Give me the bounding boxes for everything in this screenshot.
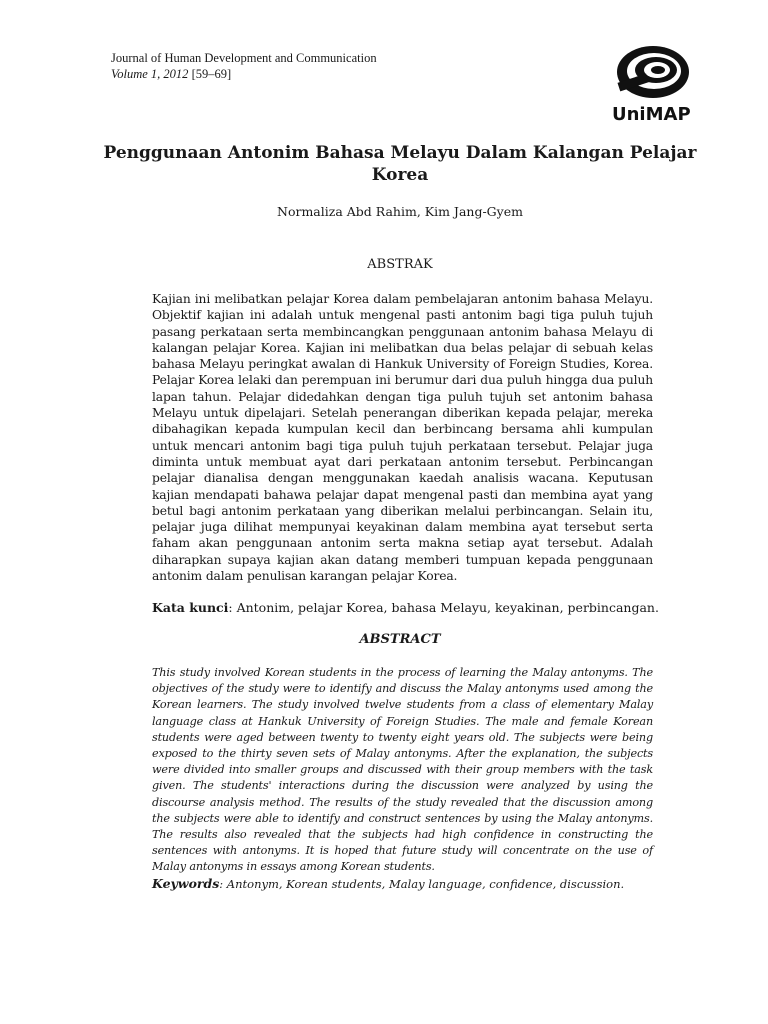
journal-name: Journal of Human Development and Communication	[111, 51, 377, 65]
keywords	[152, 876, 672, 891]
abstrak-heading: ABSTRAK	[367, 257, 433, 272]
kata-kunci-label: Kata kunci	[152, 600, 229, 615]
kata-kunci	[152, 600, 672, 615]
kata-kunci-list: : Antonim, pelajar Korea, bahasa Melayu, keyakinan, perbincangan.	[228, 600, 659, 615]
keywords-list: : Antonym, Korean students, Malay language, confidence, discussion.	[219, 877, 625, 891]
abstract-text: This study involved Korean students in the process of learning the Malay antonyms. The objectives of the study were to identify and discuss the Malay antonyms used among the Korean learners. The study involved twelve students from a class of elementary Malay language class at Hankuk University of Foreign Studies. The male and female Korean students were aged between twenty to twenty eight years old. The subjects were being exposed to the thirty seven sets of Malay antonyms. After the explanation, the subjects were divided into smaller groups and discussed with their group members with the task given. The students' interactions during the discussion were analyzed by using the discourse analysis method. The results of the study revealed that the discussion among the subjects were able to identify and construct sentences by using the Malay antonyms. The results also revealed that the subjects had high confidence in constructing the sentences with antonyms. It is hoped that future study will concentrate on the use of Malay antonyms in essays among Korean students.	[152, 666, 653, 874]
page-range: [59–69]	[191, 67, 232, 81]
abstract-heading: ABSTRACT	[359, 632, 441, 647]
journal-header	[111, 50, 377, 82]
keywords-label: Keywords	[152, 876, 220, 891]
logo-text: UniMAP	[612, 104, 691, 125]
abstrak-text: Kajian ini melibatkan pelajar Korea dalam pembelajaran antonim bahasa Melayu. Objektif kajian ini adalah untuk mengenal pasti antonim bagi tiga puluh tujuh pasang perkataan serta membincangkan penggunaan antonim bahasa Melayu di kalangan pelajar Korea. Kajian ini melibatkan dua belas pelajar di sebuah kelas bahasa Melayu peringkat awalan di Hankuk University of Foreign Studies, Korea. Pelajar Korea lelaki dan perempuan ini berumur dari dua puluh hingga dua puluh lapan tahun. Pelajar didedahkan dengan tiga puluh tujuh set antonim bahasa Melayu untuk dipelajari. Setelah penerangan diberikan kepada pelajar, mereka dibahagikan kepada kumpulan kecil dan berbincang bersama ahli kumpulan untuk mencari antonim bagi tiga puluh tujuh perkataan tersebut. Pelajar juga diminta untuk membuat ayat dari perkataan antonim tersebut. Perbincangan pelajar dianalisa dengan menggunakan kaedah analisis wacana. Keputusan kajian mendapati bahawa pelajar dapat mengenal pasti dan membina ayat yang betul bagi antonim perkataan yang diberikan melalui perbincangan. Selain itu, pelajar juga dilihat mempunyai keyakinan dalam membina ayat tersebut serta faham akan penggunaan antonim serta makna setiap ayat tersebut. Adalah diharapkan supaya kajian akan datang memberi tumpuan kepada penggunaan antonim dalam penulisan karangan pelajar Korea.	[152, 292, 653, 584]
unimap-emblem-icon	[606, 40, 694, 106]
unimap-logo-icon	[606, 40, 694, 130]
journal-volume	[111, 66, 377, 82]
paper-authors: Normaliza Abd Rahim, Kim Jang-Gyem	[277, 204, 523, 219]
volume-text: Volume 1, 2012	[111, 67, 189, 81]
paper-title: Penggunaan Antonim Bahasa Melayu Dalam Kalangan Pelajar Korea	[103, 143, 697, 185]
